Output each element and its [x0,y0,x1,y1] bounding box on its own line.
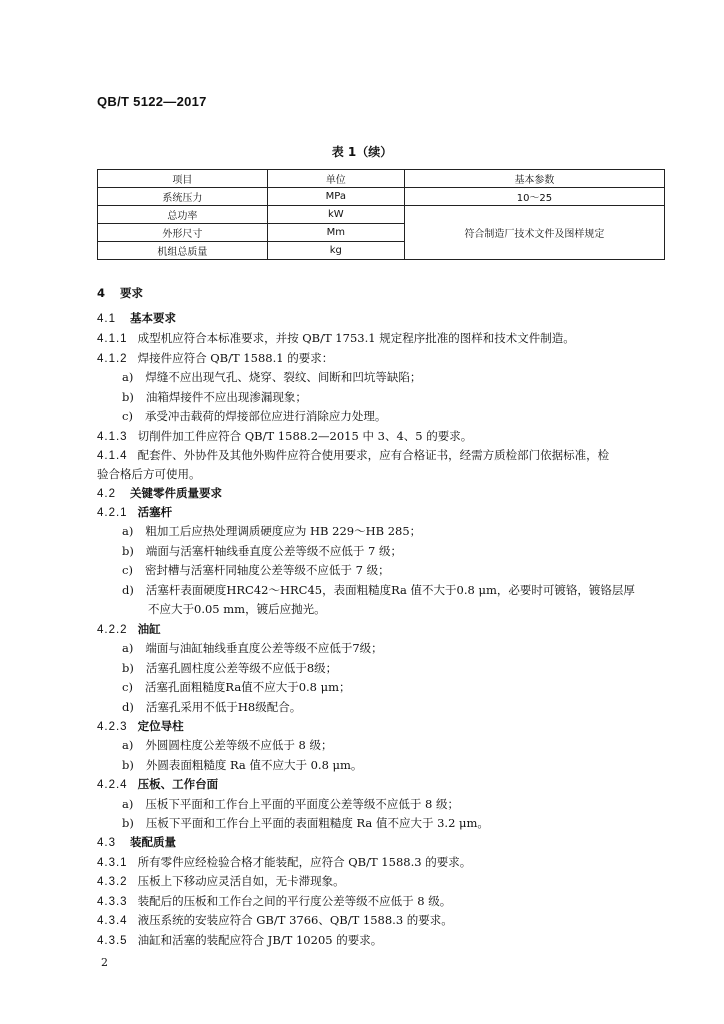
section-4-2-2-heading: 4.2.2 油缸 [97,622,161,636]
section-4-3-heading: 4.3 装配质量 [97,835,176,849]
table-cell: 10～25 [404,188,664,206]
header-unit: 单位 [267,170,404,188]
clause-4-1-4: 4.1.4 配套件、外协件及其他外购件应符合使用要求，应有合格证书，经需方质检部门依据标准，检 [97,448,610,462]
parameter-table [97,169,665,260]
list-item: c) 承受冲击载荷的焊接部位应进行消除应力处理。 [122,409,387,423]
list-item: c) 活塞孔面粗糙度Ra值不应大于0.8 μm； [122,680,351,694]
header-item: 项目 [98,170,268,188]
list-item: a) 外圆圆柱度公差等级不应低于 8 级； [122,738,333,752]
table-cell: Mm [267,224,404,242]
clause-4-1-2: 4.1.2 焊接件应符合 QB/T 1588.1 的要求： [97,351,334,365]
clause-4-3-1: 4.3.1 所有零件应经检验合格才能装配，应符合 QB/T 1588.3 的要求。 [97,855,472,869]
section-4-2-1-heading: 4.2.1 活塞杆 [97,505,173,519]
clause-4-3-2: 4.3.2 压板上下移动应灵活自如，无卡滞现象。 [97,874,345,888]
clause-4-1-1: 4.1.1 成型机应符合本标准要求，并按 QB/T 1753.1 规定程序批准的图样和技术文件制造。 [97,331,575,345]
list-item: b) 活塞孔圆柱度公差等级不应低于8级； [122,661,338,675]
list-item: b) 压板下平面和工作台上平面的表面粗糙度 Ra 值不应大于 3.2 μm。 [122,816,489,830]
table-merged-cell: 符合制造厂技术文件及图样规定 [404,206,664,260]
table-header-row [98,170,665,188]
list-item: c) 密封槽与活塞杆同轴度公差等级不应低于 7 级； [122,563,390,577]
section-4-2-heading: 4.2 关键零件质量要求 [97,486,222,500]
section-4-2-4-heading: 4.2.4 压板、工作台面 [97,777,219,791]
table-caption: 表 1（续） [331,145,393,159]
table-row [98,206,665,224]
document-id-header: QB/T 5122—2017 [97,94,207,109]
table-cell: 系统压力 [98,188,268,206]
list-item: b) 端面与活塞杆轴线垂直度公差等级不应低于 7 级； [122,544,402,558]
list-item: a) 粗加工后应热处理调质硬度应为 HB 229～HB 285； [122,524,422,538]
section-4-1-heading: 4.1 基本要求 [97,311,176,325]
table-cell: 总功率 [98,206,268,224]
clause-4-1-4-continued: 验合格后方可使用。 [97,467,201,481]
section-4-2-3-heading: 4.2.3 定位导柱 [97,719,184,733]
table-cell: 外形尺寸 [98,224,268,242]
list-item: a) 端面与油缸轴线垂直度公差等级不应低于7级； [122,641,383,655]
clause-4-3-5: 4.3.5 油缸和活塞的装配应符合 JB/T 10205 的要求。 [97,933,383,947]
header-basic-params: 基本参数 [404,170,664,188]
list-item: d) 活塞杆表面硬度HRC42～HRC45，表面粗糙度Ra 值不大于0.8 μm，必要时可镀铬，镀铬层厚 [122,583,635,597]
table-cell: 机组总质量 [98,242,268,260]
list-item: b) 外圆表面粗糙度 Ra 值不应大于 0.8 μm。 [122,758,363,772]
list-item: d) 活塞孔采用不低于H8级配合。 [122,700,302,714]
section-4-heading: 4 要求 [97,286,144,300]
clause-4-3-4: 4.3.4 液压系统的安装应符合 GB/T 3766、QB/T 1588.3 的要求。 [97,913,453,927]
table-cell: MPa [267,188,404,206]
list-item: a) 压板下平面和工作台上平面的平面度公差等级不应低于 8 级； [122,797,459,811]
clause-4-1-3: 4.1.3 切削件加工件应符合 QB/T 1588.2—2015 中 3、4、5 的要求。 [97,429,473,443]
list-item: a) 焊缝不应出现气孔、烧穿、裂纹、间断和凹坑等缺陷； [122,370,422,384]
page-number: 2 [101,956,108,969]
clause-4-3-3: 4.3.3 装配后的压板和工作台之间的平行度公差等级不应低于 8 级。 [97,894,452,908]
list-item-continued: 不应大于0.05 mm，镀后应抛光。 [148,602,326,616]
table-cell: kg [267,242,404,260]
list-item: b) 油箱焊接件不应出现渗漏现象； [122,390,307,404]
table-row [98,188,665,206]
table-cell: kW [267,206,404,224]
